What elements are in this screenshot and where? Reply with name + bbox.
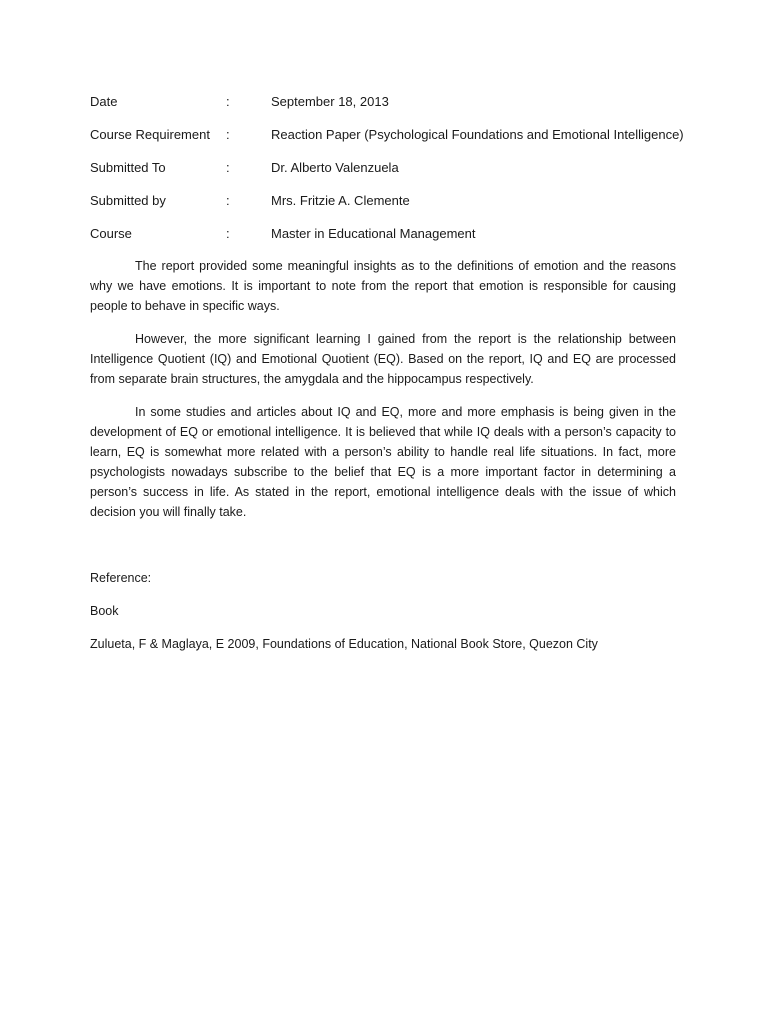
references-heading: Reference: [90, 571, 152, 585]
header-row-course [90, 224, 690, 257]
header-row-date [90, 92, 690, 125]
body-paragraph: However, the more significant learning I gained from the report is the relationship between Intelligence Quotient (IQ) and Emotional Quotient (EQ). Based on the report, IQ and EQ are processed from separate brain structures, the amygdala and the hippocampus respectively. [90, 332, 676, 386]
header-label: Course Requirement [90, 127, 210, 142]
references-type: Book [90, 604, 119, 618]
header-separator: : [226, 226, 230, 241]
body-paragraph: The report provided some meaningful insights as to the definitions of emotion and the reasons why we have emotions. It is important to note from the report that emotion is responsible for causing people to behave in specific ways. [90, 259, 676, 313]
document-header [90, 92, 690, 257]
header-separator: : [226, 193, 230, 208]
header-label: Date [90, 94, 118, 109]
body-paragraph: In some studies and articles about IQ and EQ, more and more emphasis is being given in the development of EQ or emotional intelligence. It is believed that while IQ deals with a person’s capacity to learn, EQ is somewhat more related with a person’s ability to handle real life situations. In fact, more psychologists nowadays subscribe to the belief that EQ is a more important factor in determining a person’s success in life. As stated in the report, emotional intelligence deals with the issue of which decision you will finally take. [90, 405, 676, 519]
header-value: Reaction Paper (Psychological Foundations and Emotional Intelligence) [271, 127, 684, 142]
header-label: Course [90, 226, 132, 241]
header-value: Master in Educational Management [271, 226, 476, 241]
header-row-submitted-to [90, 158, 690, 191]
references-section [90, 568, 690, 667]
header-value: Mrs. Fritzie A. Clemente [271, 193, 410, 208]
header-separator: : [226, 94, 230, 109]
reference-citation: Zulueta, F & Maglaya, E 2009, Foundations of Education, National Book Store, Quezon City [90, 637, 598, 651]
header-row-course-requirement [90, 125, 690, 158]
header-separator: : [226, 160, 230, 175]
header-value: September 18, 2013 [271, 94, 389, 109]
header-label: Submitted To [90, 160, 166, 175]
header-label: Submitted by [90, 193, 166, 208]
header-row-submitted-by [90, 191, 690, 224]
header-value: Dr. Alberto Valenzuela [271, 160, 399, 175]
document-body [90, 256, 676, 535]
header-separator: : [226, 127, 230, 142]
